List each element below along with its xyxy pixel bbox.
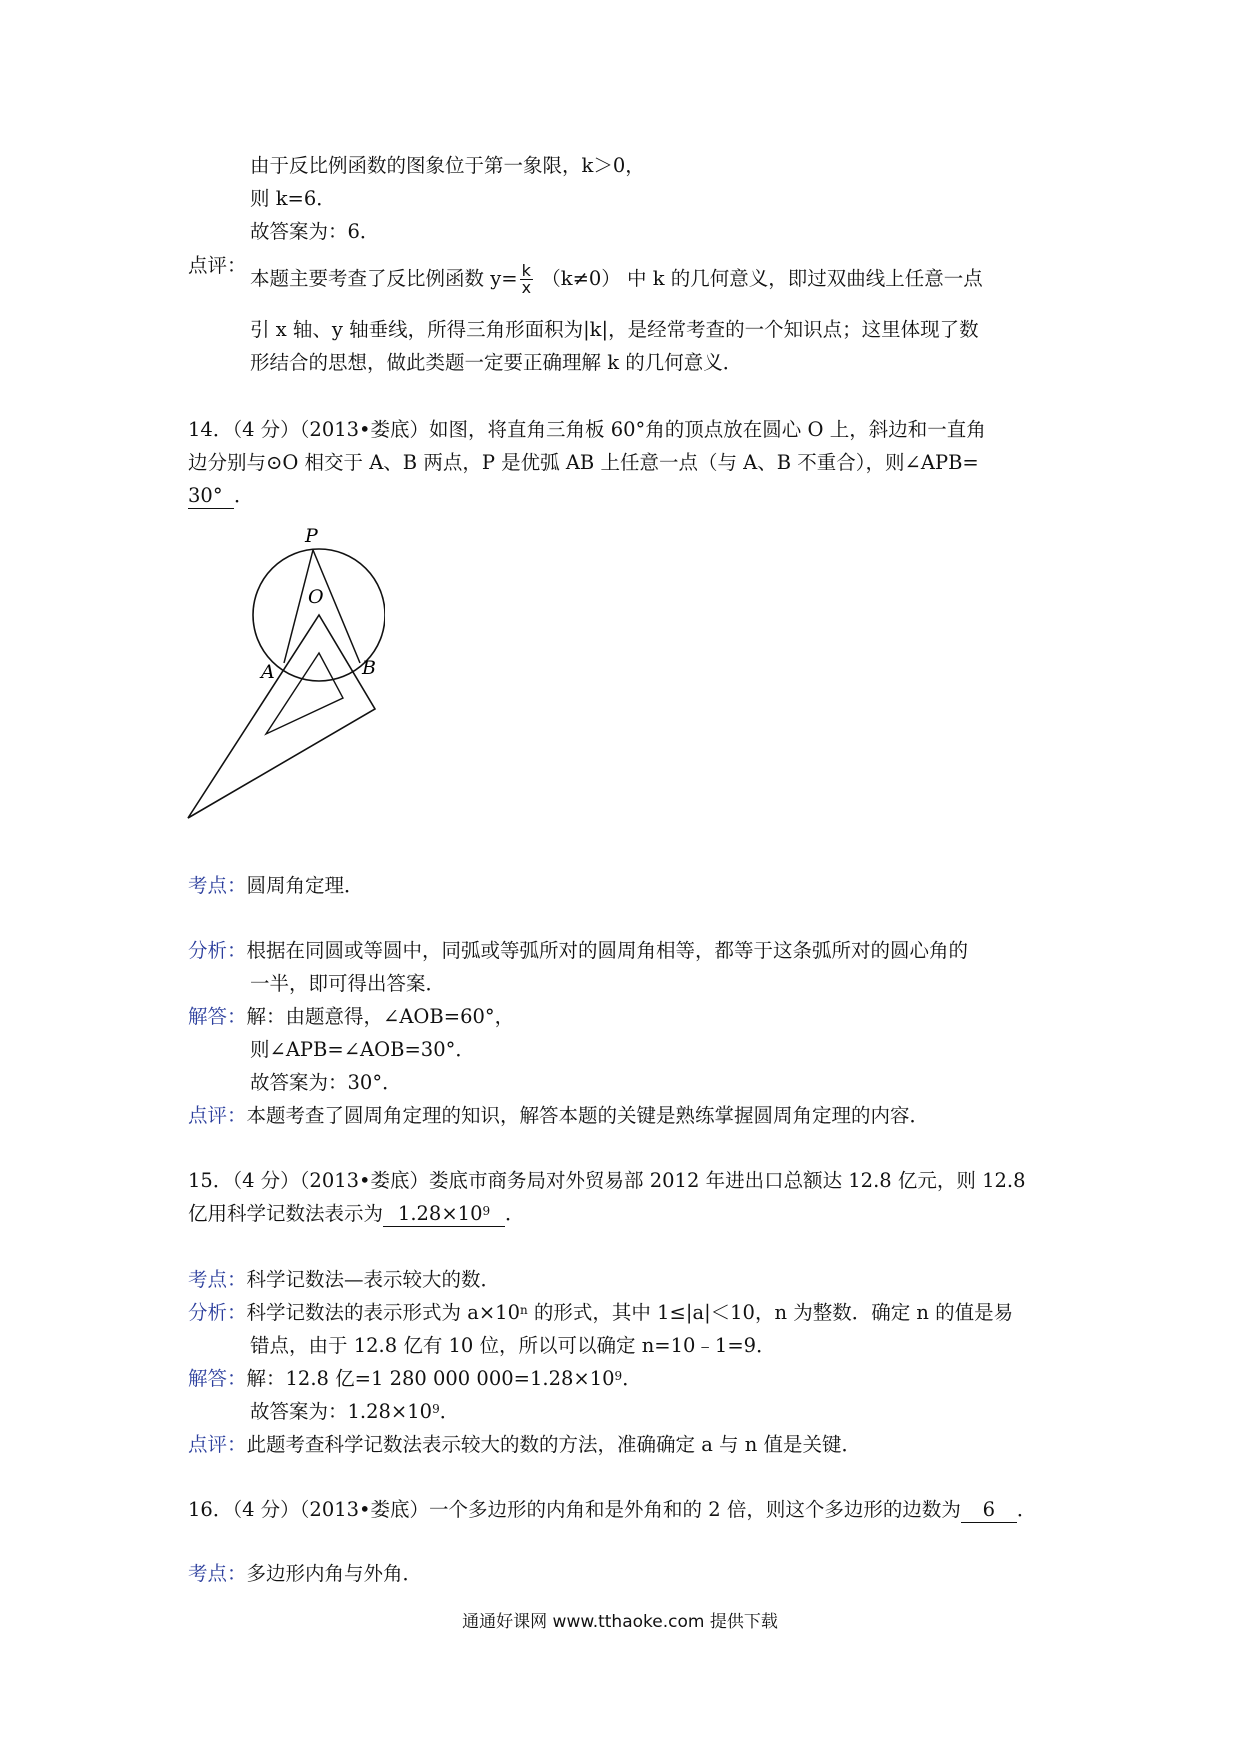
label-a: A [261, 661, 275, 683]
q14-fenxi-label: 分析： [188, 939, 247, 962]
q15-fenxi-text-1a: 科学记数法的表示形式为 a×10 [246, 1301, 520, 1324]
q14-answer-end: ． [234, 484, 254, 507]
q14-jieda-label: 解答： [188, 1005, 247, 1028]
q16-answer: 6 [961, 1498, 1017, 1523]
q14-fenxi-text-1: 根据在同圆或等圆中，同弧或等弧所对的圆周角相等，都等于这条弧所对的圆心角的 [246, 939, 969, 962]
fraction-k-over-x [520, 263, 533, 296]
q15-answer [383, 1202, 505, 1227]
q14-line-2: 边分别与⊙O 相交于 A、B 两点，P 是优弧 AB 上任意一点（与 A、B 不重合），则∠APB= [188, 451, 979, 474]
q15-kaodian-label: 考点： [188, 1268, 247, 1291]
q16-answer-end: ． [1016, 1498, 1037, 1521]
q15-dianping-text: 此题考查科学记数法表示较大的数的方法，准确确定 a 与 n 值是关键． [246, 1433, 861, 1456]
q14-figure [185, 518, 385, 823]
prev-line-1: 由于反比例函数的图象位于第一象限，k＞0， [250, 154, 645, 177]
q14-answer: 30° [188, 484, 234, 509]
q16-kaodian-label: 考点： [188, 1562, 247, 1585]
prev-line-3: 故答案为：6． [250, 220, 380, 243]
q14-answer-line [188, 482, 254, 510]
q15-jieda-text-1b: ． [622, 1367, 642, 1390]
q15-answer-end: ． [505, 1202, 525, 1225]
q15-kaodian-text: 科学记数法—表示较大的数． [246, 1268, 501, 1291]
q15-answer-exp: 9 [482, 1204, 491, 1218]
page-footer: 通通好课网 www.tthaoke.com 提供下载 [462, 1612, 778, 1632]
prev-review-label: 点评： [188, 254, 247, 277]
q14-dianping-label: 点评： [188, 1104, 247, 1127]
formula-y: y= [490, 267, 518, 290]
triangle-ruler-outer [188, 615, 375, 818]
fraction-numerator: k [520, 263, 533, 280]
formula-condition: （k≠0） [541, 267, 621, 290]
q14-fenxi [188, 937, 968, 965]
q16-line-1 [188, 1496, 1036, 1524]
q15-line-2-text: 亿用科学记数法表示为 [188, 1202, 384, 1225]
prev-line-2: 则 k=6． [250, 187, 336, 210]
q16-kaodian-text: 多边形内角与外角． [246, 1562, 423, 1585]
q15-fenxi-text-1b: 的形式，其中 1≤|a|＜10，n 为整数．确定 n 的值是易 [527, 1301, 1014, 1324]
q15-jieda-label: 解答： [188, 1367, 247, 1390]
q15-answer-base: 1.28×10 [397, 1202, 483, 1225]
q15-dianping-label: 点评： [188, 1433, 247, 1456]
q15-jieda-exp-2: 9 [432, 1402, 440, 1416]
q15-fenxi-exp: n [520, 1303, 528, 1317]
prev-review-line-3: 形结合的思想，做此类题一定要正确理解 k 的几何意义． [250, 351, 743, 374]
q16-kaodian [188, 1560, 422, 1588]
q14-jieda-text-1: 解：由题意得，∠AOB=60°， [246, 1005, 515, 1028]
label-p: P [305, 525, 318, 547]
q16-line-1-text: 16．（4 分）（2013•娄底）一个多边形的内角和是外角和的 2 倍，则这个多边形的边数为 [188, 1498, 961, 1521]
q14-kaodian [188, 872, 364, 900]
triangle-ruler-inner [266, 653, 343, 734]
q15-jieda-line-2 [250, 1398, 459, 1426]
q14-jieda-text-2: 则∠APB=∠AOB=30°． [250, 1038, 475, 1061]
prev-review-line-1 [250, 263, 983, 296]
q15-jieda-text-2a: 故答案为：1.28×10 [250, 1400, 433, 1423]
q15-jieda [188, 1365, 642, 1393]
q15-jieda-text-2b: ． [439, 1400, 460, 1423]
q14-kaodian-text: 圆周角定理． [246, 874, 364, 897]
q14-dianping-text: 本题考查了圆周角定理的知识，解答本题的关键是熟练掌握圆周角定理的内容． [246, 1104, 930, 1127]
q15-line-2 [188, 1200, 525, 1228]
q15-line-1: 15．（4 分）（2013•娄底）娄底市商务局对外贸易部 2012 年进出口总额达 12.8 亿元，则 12.8 [188, 1169, 1026, 1192]
q14-fenxi-text-2: 一半，即可得出答案． [250, 972, 446, 995]
q15-jieda-exp-1: 9 [614, 1369, 623, 1383]
q14-jieda [188, 1003, 514, 1031]
q15-kaodian [188, 1266, 500, 1294]
q15-fenxi-label: 分析： [188, 1301, 247, 1324]
label-o: O [308, 586, 324, 608]
q15-fenxi [188, 1299, 1013, 1327]
q14-dianping [188, 1102, 929, 1130]
label-b: B [362, 657, 376, 679]
q14-kaodian-label: 考点： [188, 874, 247, 897]
q14-line-1: 14．（4 分）（2013•娄底）如图，将直角三角板 60°角的顶点放在圆心 O 上，斜边和一直角 [188, 418, 986, 441]
q15-dianping [188, 1431, 861, 1459]
q15-jieda-text-1a: 解：12.8 亿=1 280 000 000=1.28×10 [246, 1367, 615, 1390]
q14-jieda-text-3: 故答案为：30°． [250, 1071, 402, 1094]
q15-fenxi-text-2: 错点，由于 12.8 亿有 10 位，所以可以确定 n=10﹣1=9． [250, 1334, 776, 1357]
prev-review-text-b: 中 k 的几何意义，即过双曲线上任意一点 [627, 267, 983, 290]
prev-review-text-a: 本题主要考查了反比例函数 [250, 267, 485, 290]
fraction-denominator: x [521, 278, 532, 297]
prev-review-line-2: 引 x 轴、y 轴垂线，所得三角形面积为|k|，是经常考查的一个知识点；这里体现了数 [250, 318, 979, 341]
